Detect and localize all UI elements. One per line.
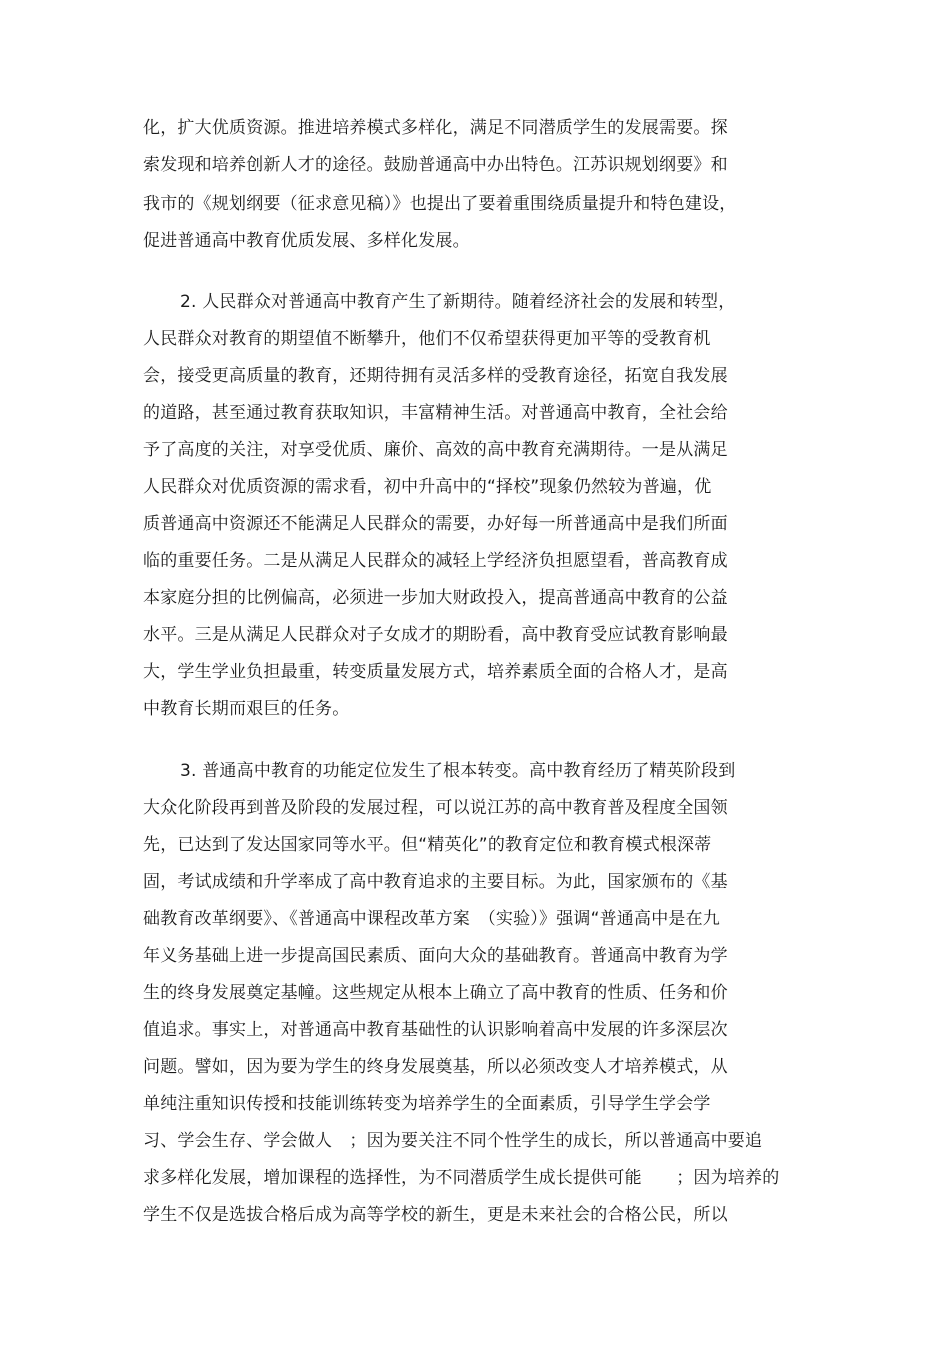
text-line: 求多样化发展，增加课程的选择性，为不同潜质学生成长提供可能 ；因为培养的 <box>143 1168 780 1188</box>
text-line: 单纯注重知识传授和技能训练转变为培养学生的全面素质，引导学生学会学 <box>143 1094 711 1114</box>
text-line: 年义务基础上进一步提高国民素质、面向大众的基础教育。普通高中教育为学 <box>143 946 728 966</box>
text-line: 人民群众对优质资源的需求看，初中升高中的“择校”现象仍然较为普遍，优 <box>143 477 712 497</box>
text-line: 索发现和培养创新人才的途径。鼓励普通高中办出特色。江苏识规划纲要》和 <box>143 155 728 175</box>
text-line: 值追求。事实上，对普通高中教育基础性的认识影响着高中发展的许多深层次 <box>143 1020 728 1040</box>
text-line: 3. 普通高中教育的功能定位发生了根本转变。高中教育经历了精英阶段到 <box>180 761 736 781</box>
text-line: 大，学生学业负担最重，转变质量发展方式，培养素质全面的合格人才，是高 <box>143 662 728 682</box>
text-line: 化，扩大优质资源。推进培养模式多样化，满足不同潜质学生的发展需要。探 <box>143 118 728 138</box>
text-line: 生的终身发展奠定基幢。这些规定从根本上确立了高中教育的性质、任务和价 <box>143 983 728 1003</box>
text-line: 水平。三是从满足人民群众对子女成才的期盼看，高中教育受应试教育影响最 <box>143 625 728 645</box>
text-line: 促进普通高中教育优质发展、多样化发展。 <box>143 231 470 251</box>
text-line: 人民群众对教育的期望值不断攀升，他们不仅希望获得更加平等的受教育机 <box>143 329 711 349</box>
text-line: 会，接受更高质量的教育，还期待拥有灵活多样的受教育途径，拓宽自我发展 <box>143 366 728 386</box>
text-line: 础教育改革纲要》、《普通高中课程改革方案 （实验）》强调“普通高中是在九 <box>143 909 721 929</box>
text-line: 先，已达到了发达国家同等水平。但“精英化”的教育定位和教育模式根深蒂 <box>143 835 712 855</box>
text-line: 中教育长期而艰巨的任务。 <box>143 699 350 719</box>
text-line: 习、学会生存、学会做人 ；因为要关注不同个性学生的成长，所以普通高中要追 <box>143 1131 763 1151</box>
text-line: 质普通高中资源还不能满足人民群众的需要，办好每一所普通高中是我们所面 <box>143 514 728 534</box>
text-line: 2. 人民群众对普通高中教育产生了新期待。随着经济社会的发展和转型， <box>180 292 736 312</box>
text-line: 固，考试成绩和升学率成了高中教育追求的主要目标。为此，国家颁布的《基 <box>143 872 728 892</box>
text-line: 学生不仅是选拔合格后成为高等学校的新生，更是未来社会的合格公民，所以 <box>143 1205 728 1225</box>
text-line: 本家庭分担的比例偏高，必须进一步加大财政投入，提高普通高中教育的公益 <box>143 588 728 608</box>
text-line: 我市的《规划纲要（征求意见稿）》也提出了要着重围绕质量提升和特色建设， <box>143 194 737 214</box>
text-line: 的道路，甚至通过教育获取知识，丰富精神生活。对普通高中教育，全社会给 <box>143 403 728 423</box>
text-line: 临的重要任务。二是从满足人民群众的减轻上学经济负担愿望看，普高教育成 <box>143 551 728 571</box>
text-line: 大众化阶段再到普及阶段的发展过程，可以说江苏的高中教育普及程度全国领 <box>143 798 728 818</box>
text-line: 问题。譬如，因为要为学生的终身发展奠基，所以必须改变人才培养模式，从 <box>143 1057 728 1077</box>
text-line: 予了高度的关注，对享受优质、廉价、高效的高中教育充满期待。一是从满足 <box>143 440 728 460</box>
